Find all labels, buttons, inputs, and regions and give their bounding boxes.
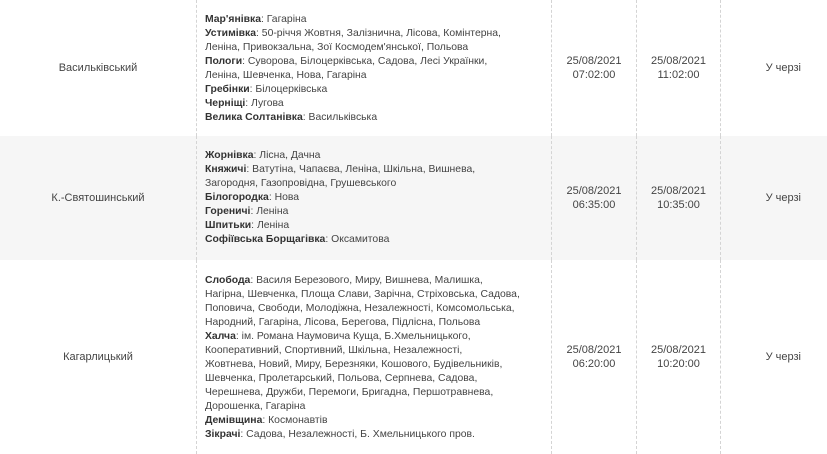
address-line	[205, 372, 520, 386]
address-line	[205, 219, 475, 233]
district-cell: Кагарлицький	[63, 351, 133, 363]
start-time: 06:35:00	[572, 199, 616, 211]
address-line	[205, 316, 520, 330]
street-list: : Ватутіна, Чапаєва, Леніна, Шкільна, Вишнева,	[246, 164, 476, 175]
address-line	[205, 83, 501, 97]
table-row	[0, 0, 827, 136]
street-list: : Космонавтів	[262, 415, 328, 426]
street-list: Шевченка, Пролетарський, Польова, Серпнева, Садова,	[205, 373, 478, 384]
street-list: : Оксамитова	[325, 234, 390, 245]
end-datetime-cell	[637, 0, 721, 136]
address-line	[205, 288, 520, 302]
end-date: 25/08/2021	[650, 344, 707, 356]
start-date: 25/08/2021	[566, 55, 622, 67]
address-list	[205, 12, 501, 125]
address-line	[205, 97, 501, 111]
address-line	[205, 177, 475, 191]
address-line	[205, 386, 520, 400]
end-date: 25/08/2021	[650, 55, 707, 67]
start-date: 25/08/2021	[566, 185, 622, 197]
address-line	[205, 69, 501, 83]
address-line	[205, 302, 520, 316]
settlement-name: Мар'янівка	[205, 13, 261, 25]
street-list: : Леніна	[250, 206, 289, 217]
address-line	[205, 274, 520, 288]
settlement-name: Пологи	[205, 55, 243, 67]
addresses-cell	[196, 136, 552, 260]
street-list: : Лісна, Дачна	[253, 150, 321, 161]
street-list: Народний, Гагаріна, Лісова, Берегова, Підлісна, Польова	[205, 317, 481, 328]
start-date: 25/08/2021	[566, 344, 622, 356]
address-line	[205, 27, 501, 41]
address-line	[205, 191, 475, 205]
address-line	[205, 344, 520, 358]
start-datetime-cell	[552, 136, 637, 260]
table-row	[0, 260, 827, 454]
street-list: Жовтнева, Новий, Миру, Березняки, Кошового, Будівельників,	[205, 359, 503, 370]
address-line	[205, 400, 520, 414]
settlement-name: Гореничі	[205, 206, 251, 217]
start-datetime-cell	[552, 260, 637, 454]
status-cell: У черзі	[765, 351, 801, 363]
address-line	[205, 205, 475, 219]
end-time: 10:35:00	[657, 199, 700, 211]
street-list: Дорошенка, Гагаріна	[205, 401, 306, 412]
start-time: 06:20:00	[572, 358, 616, 370]
street-list: : Василя Березового, Миру, Вишнева, Малишка,	[250, 275, 483, 286]
street-list: Леніна, Привокзальна, Зої Космодем'янської, Польова	[205, 41, 469, 53]
settlement-name: Княжичі	[205, 164, 247, 175]
street-list: Нагірна, Шевченка, Площа Слави, Зарічна, Стріховська, Садова,	[205, 289, 520, 300]
street-list: : Васильківська	[302, 111, 378, 123]
addresses-cell	[196, 260, 552, 454]
address-line	[205, 55, 501, 69]
settlement-name: Зікрачі	[205, 429, 241, 440]
table-row	[0, 136, 827, 260]
address-line	[205, 233, 475, 247]
street-list: : Нова	[268, 192, 300, 203]
start-time: 07:02:00	[572, 69, 616, 81]
address-line	[205, 358, 520, 372]
settlement-name: Слобода	[205, 275, 251, 286]
street-list: : Гагаріна	[260, 13, 307, 25]
street-list: Загородня, Газопровідна, Грушевського	[205, 178, 397, 189]
status-cell: У черзі	[765, 192, 801, 204]
district-cell: Васильківський	[58, 62, 138, 74]
address-line	[205, 428, 520, 442]
street-list: Кооперативний, Спортивний, Шкільна, Незалежності,	[205, 345, 463, 356]
street-list: : Леніна	[251, 220, 290, 231]
street-list: : Суворова, Білоцерківська, Садова, Лесі Українки,	[242, 55, 488, 67]
start-datetime-cell	[552, 0, 637, 136]
settlement-name: Шпитьки	[205, 220, 252, 231]
end-time: 11:02:00	[657, 69, 700, 81]
settlement-name: Черніщі	[205, 97, 246, 109]
end-datetime-cell	[637, 260, 721, 454]
address-line	[205, 414, 520, 428]
street-list: Леніна, Шевченка, Нова, Гагаріна	[205, 69, 367, 81]
district-cell: К.-Святошинський	[51, 192, 145, 204]
street-list: : Лугова	[245, 97, 284, 109]
settlement-name: Софіївська Борщагівка	[205, 234, 326, 245]
end-time: 10:20:00	[657, 358, 700, 370]
settlement-name: Жорнівка	[205, 150, 254, 161]
street-list: Черешнева, Дружби, Перемоги, Бригадна, Першотравнева,	[205, 387, 494, 398]
settlement-name: Устимівка	[205, 27, 257, 39]
address-line	[205, 111, 501, 125]
settlement-name: Демівщина	[205, 415, 263, 426]
addresses-cell	[196, 0, 552, 136]
street-list: : ім. Романа Наумовича Кущa, Б.Хмельницького,	[235, 331, 471, 342]
settlement-name: Велика Солтанівка	[205, 111, 303, 123]
address-list	[205, 272, 520, 442]
street-list: : Білоцерківська	[249, 83, 328, 95]
settlement-name: Білогородка	[205, 192, 269, 203]
address-line	[205, 41, 501, 55]
address-list	[205, 149, 475, 247]
status-cell: У черзі	[765, 62, 801, 74]
address-line	[205, 149, 475, 163]
address-line	[205, 13, 501, 27]
street-list: Поповича, Свободи, Молодіжна, Незалежності, Комсомольська,	[205, 303, 515, 314]
settlement-name: Гребінки	[205, 83, 250, 95]
end-date: 25/08/2021	[650, 185, 707, 197]
settlement-name: Халча	[205, 331, 236, 342]
address-line	[205, 330, 520, 344]
address-line	[205, 163, 475, 177]
end-datetime-cell	[637, 136, 721, 260]
street-list: : Садова, Незалежності, Б. Хмельницького пров.	[240, 429, 475, 440]
street-list: : 50-річчя Жовтня, Залізнична, Лісова, Комінтерна,	[256, 27, 501, 39]
